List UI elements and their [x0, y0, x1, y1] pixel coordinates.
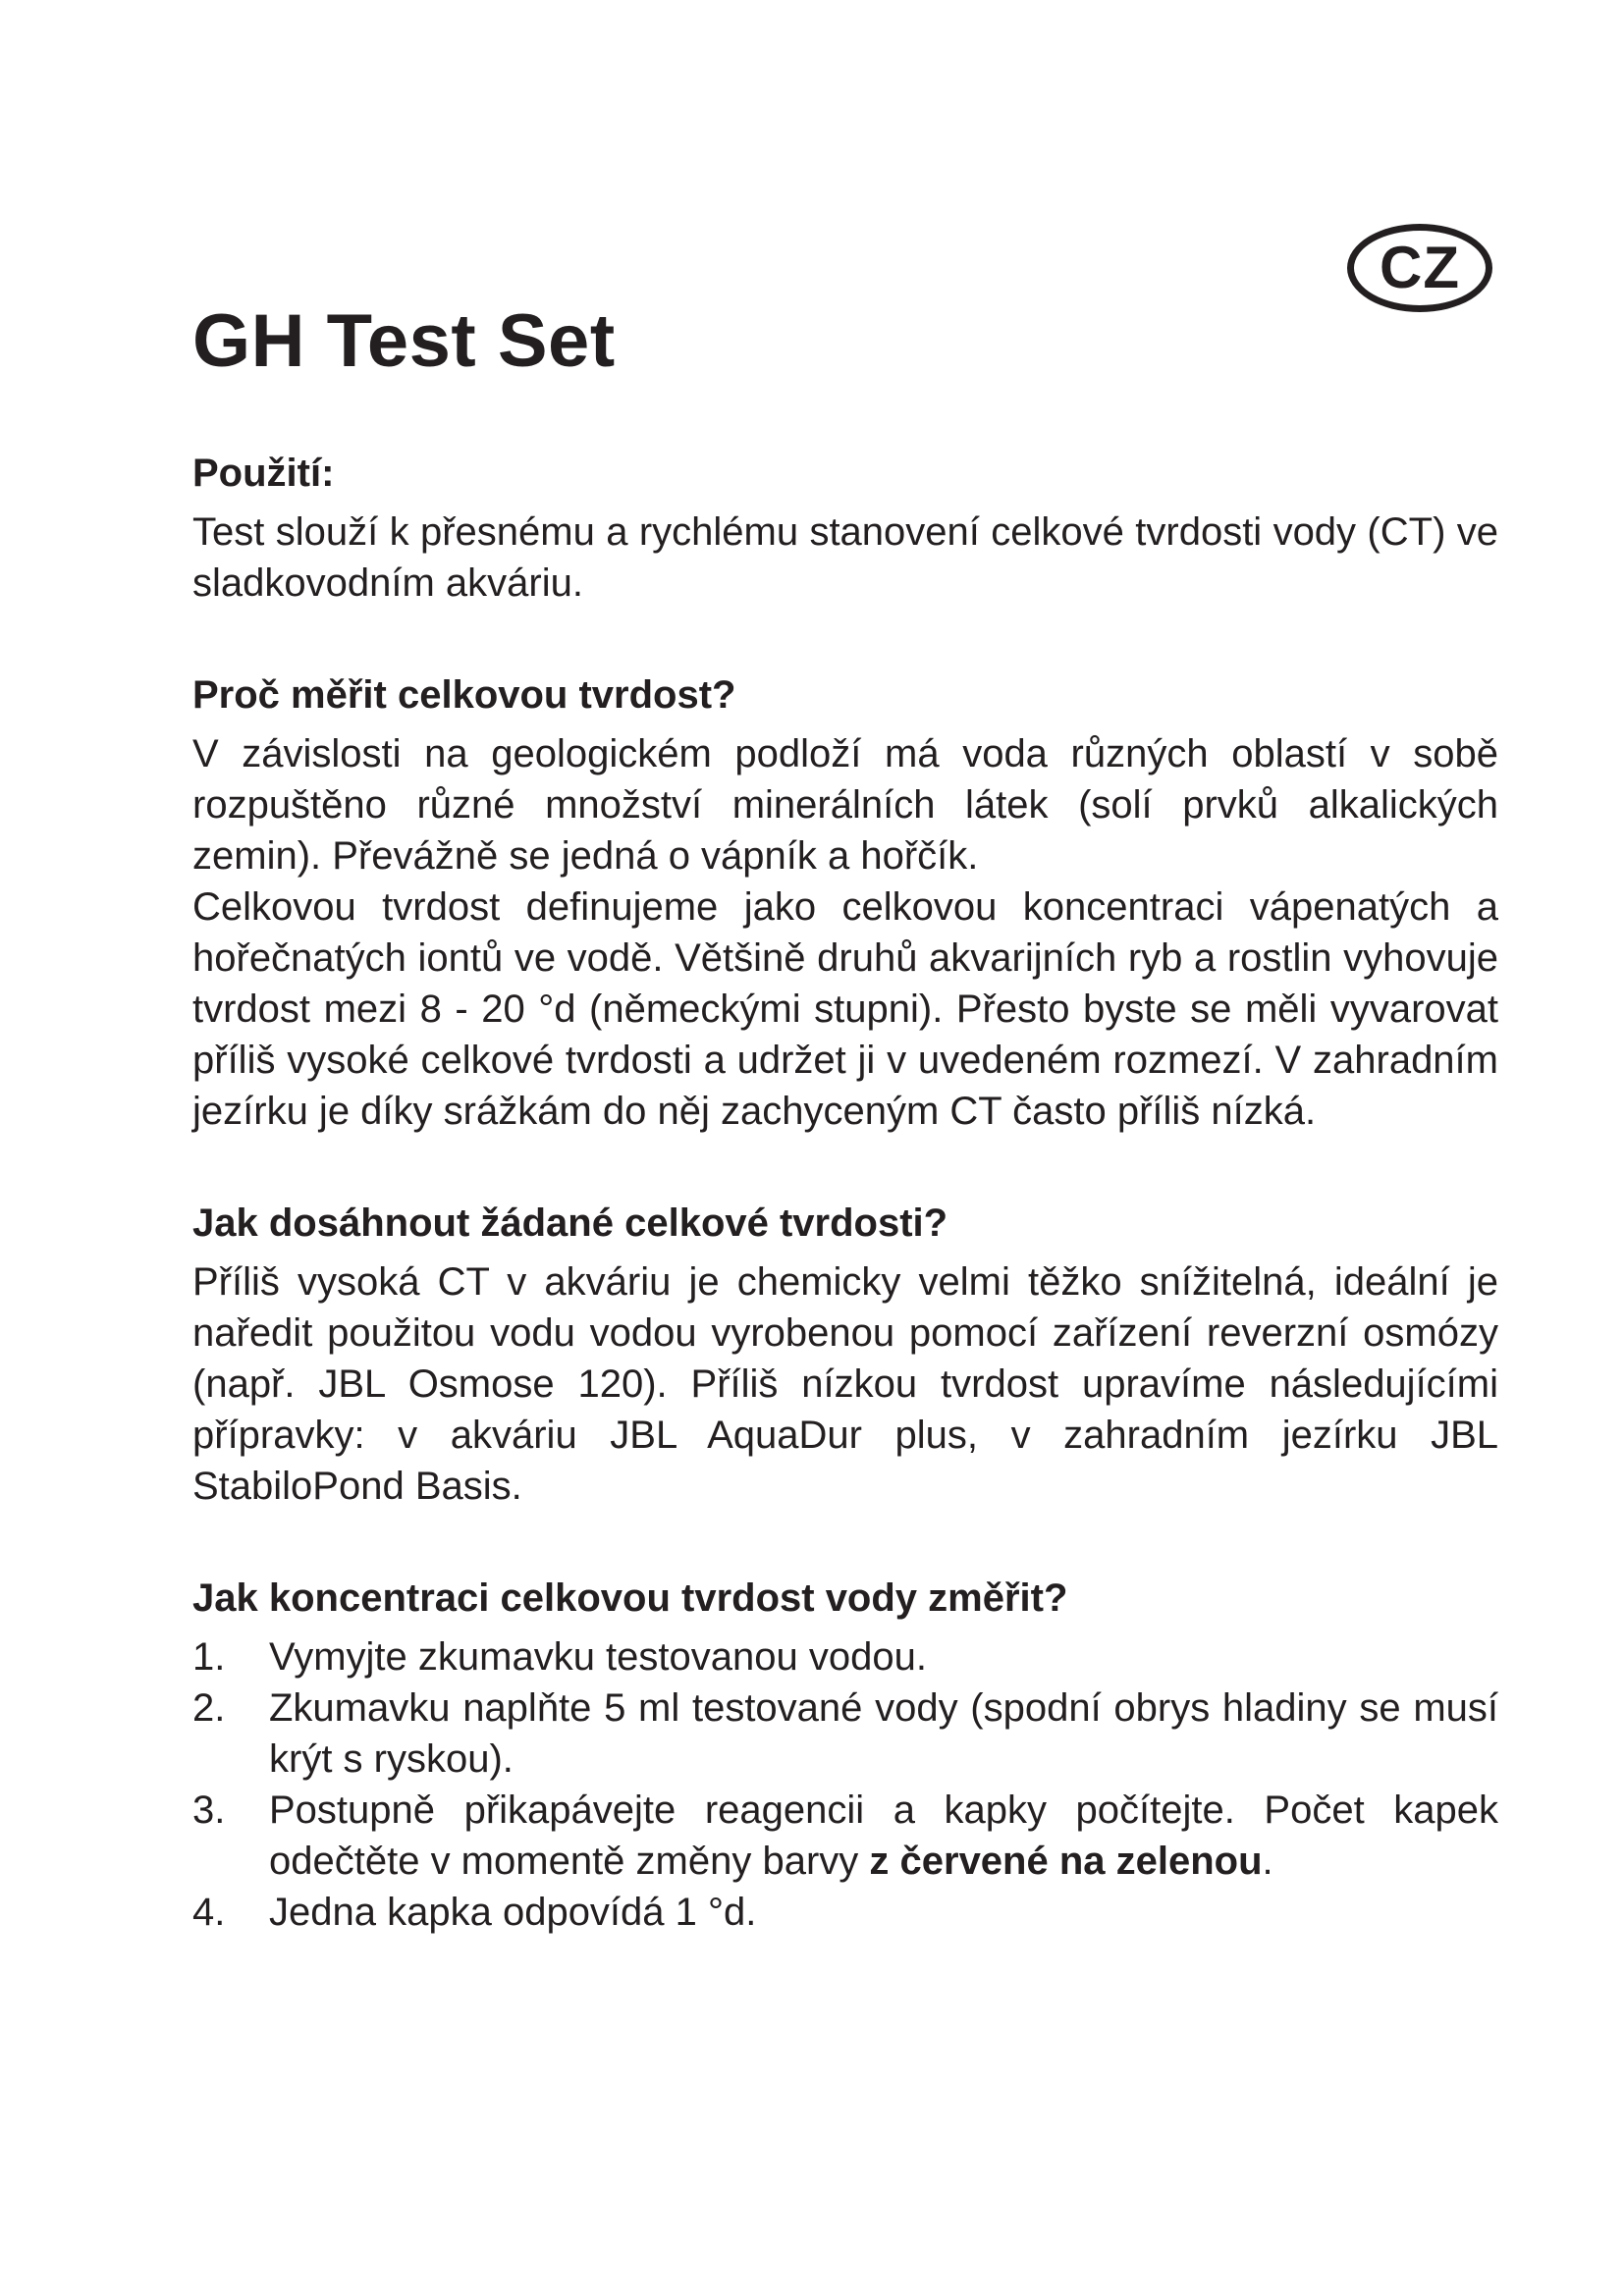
list-item — [192, 1682, 1498, 1785]
section-paragraph: V závislosti na geologickém podloží má voda různých oblastí v sobě rozpuštěno různé množství minerálních látek (solí prvků alkalických zemin). Převážně se jedná o vápník a hořčík. — [192, 732, 1498, 878]
step-text: Postupně přikapávejte reagencii a kapky počítejte. Počet kapek odečtěte v momentě změny barvy — [269, 1789, 1498, 1883]
section-paragraph: Test slouží k přesnému a rychlému stanovení celkové tvrdosti vody (CT) ve sladkovodním akváriu. — [192, 510, 1498, 605]
step-number: 2. — [192, 1686, 226, 1730]
page-title: GH Test Set — [192, 299, 616, 383]
section-heading: Použití: — [192, 452, 335, 495]
section-heading: Proč měřit celkovou tvrdost? — [192, 673, 736, 717]
step-text-tail: . — [1262, 1840, 1273, 1883]
list-item — [192, 1887, 1498, 1938]
list-item — [192, 1785, 1498, 1887]
section-heading: Jak koncentraci celkovou tvrdost vody změřit? — [192, 1576, 1068, 1620]
section-heading: Jak dosáhnout žádané celkové tvrdosti? — [192, 1201, 948, 1245]
section-paragraph: Celkovou tvrdost definujeme jako celkovou koncentraci vápenatých a hořečnatých iontů ve vodě. Většině druhů akvarijních ryb a rostlin vyhovuje tvrdost mezi 8 - 20 °d (německými stupni). Přesto byste se měli vyvarovat příliš vysoké celkové tvrdosti a udržet ji v uvedeném rozmezí. V zahradním jezírku je díky srážkám do něj zachyceným CT často příliš nízká. — [192, 885, 1498, 1133]
document-body — [192, 450, 1498, 1938]
step-text: Jedna kapka odpovídá 1 °d. — [269, 1891, 757, 1934]
step-number: 4. — [192, 1891, 226, 1934]
list-item — [192, 1631, 1498, 1682]
step-text: Zkumavku naplňte 5 ml testované vody (spodní obrys hladiny se musí krýt s ryskou). — [269, 1686, 1498, 1781]
step-text-emphasis: z červené na zelenou — [869, 1840, 1263, 1883]
step-number: 3. — [192, 1789, 226, 1832]
country-badge — [1347, 224, 1492, 312]
section-how-measure — [192, 1575, 1498, 1938]
steps-list — [192, 1631, 1498, 1938]
section-paragraph: Příliš vysoká CT v akváriu je chemicky velmi těžko snížitelná, ideální je naředit použitou vodu vodou vyrobenou pomocí zařízení reverzní osmózy (např. JBL Osmose 120). Příliš nízkou tvrdost upravíme následujícími přípravky: v akváriu JBL AquaDur plus, v zahradním jezírku JBL StabiloPond Basis. — [192, 1260, 1498, 1508]
step-number: 1. — [192, 1635, 226, 1679]
section-usage — [192, 450, 1498, 609]
country-badge-label: CZ — [1380, 235, 1460, 300]
section-why-measure — [192, 671, 1498, 1137]
step-text: Vymyjte zkumavku testovanou vodou. — [269, 1635, 927, 1679]
section-how-achieve — [192, 1200, 1498, 1512]
